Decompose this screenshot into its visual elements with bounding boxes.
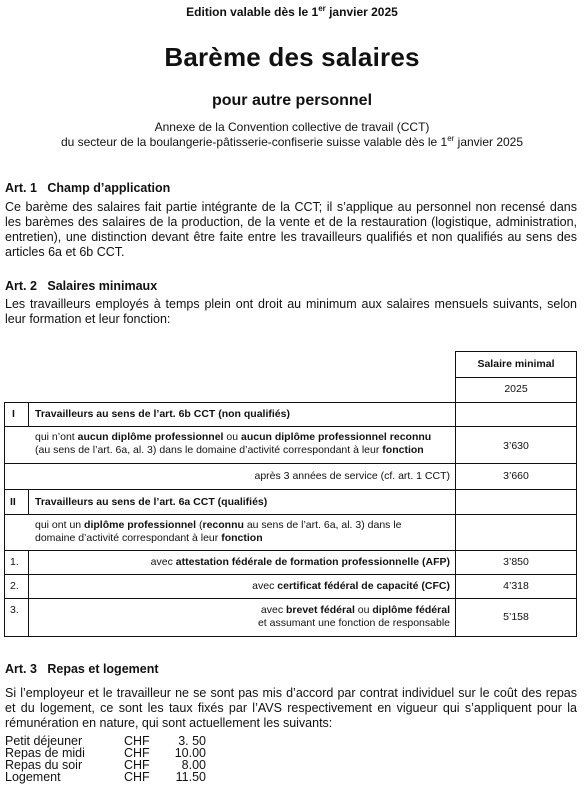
annex-line-2-text: du secteur de la boulangerie-pâtisserie-confiserie suisse valable dès le 1 xyxy=(60,135,448,149)
art2-heading: Art. 2 Salaires minimaux xyxy=(5,279,158,293)
art1-text: Ce barème des salaires fait partie intégrante de la CCT; il s’applique au personnel non recensé dans les barèmes des salaires de la production, de la vente et de la restauration (logistique, administration, entretien), une distinction devant être faite entre les travailleurs qualifiés et non qualifiés au sens des articles 6a et 6b CCT. xyxy=(5,200,577,259)
section-1-row-2-text: après 3 années de service (cf. art. 1 CCT) xyxy=(254,470,450,482)
s2-r3-mid: ou xyxy=(354,604,373,616)
s1-r1-b: aucun diplôme professionnel xyxy=(77,431,224,443)
annex-line-1: Annexe de la Convention collective de travail (CCT) xyxy=(154,120,430,134)
meal-label: Repas du soir xyxy=(5,758,83,772)
section-2-row-3-num: 3. xyxy=(10,604,19,616)
section-2-row-1-value: 3’850 xyxy=(503,556,529,568)
s2-r3-line2: et assumant une fonction de responsable xyxy=(257,617,450,629)
s2-r3-pre: avec xyxy=(260,604,286,616)
section-1-title: Travailleurs au sens de l’art. 6b CCT (non qualifiés) xyxy=(35,408,290,420)
meal-currency: CHF xyxy=(124,746,150,760)
s2-r2-pre: avec xyxy=(252,580,278,592)
annex-line-2-sup: er xyxy=(447,134,455,143)
s1-r1-e: (au sens de l’art. 6a, al. 3) dans le domaine d’activité correspondant à leur xyxy=(35,444,383,456)
section-1-row-1-text xyxy=(35,431,453,457)
edition-suffix: janvier 2025 xyxy=(325,5,398,19)
section-1-num: I xyxy=(12,408,15,420)
meal-label: Petit déjeuner xyxy=(5,734,83,748)
s2-intro-g: fonction xyxy=(221,532,263,544)
section-2-intro xyxy=(35,519,453,545)
s2-intro-b: diplôme professionnel xyxy=(84,519,197,531)
meal-value: 10.00 xyxy=(174,746,206,760)
s2-intro-d: reconnu xyxy=(202,519,244,531)
section-1-row-2-value: 3’660 xyxy=(503,470,529,482)
section-2-title: Travailleurs au sens de l’art. 6a CCT (qualifiés) xyxy=(35,496,268,508)
section-2-row-2-value: 4’318 xyxy=(503,580,529,592)
meal-value: 3. 50 xyxy=(178,734,206,748)
s2-intro-c: ( xyxy=(196,519,203,531)
edition-sup: er xyxy=(318,4,326,13)
s2-r1-bold: attestation fédérale de formation professionnelle (AFP) xyxy=(175,556,450,568)
meal-label: Repas de midi xyxy=(5,746,85,760)
art3-heading: Art. 3 Repas et logement xyxy=(5,662,159,676)
section-2-row-2-num: 2. xyxy=(10,580,19,592)
s1-r1-f: fonction xyxy=(382,444,424,456)
art3-text: Si l’employeur et le travailleur ne se sont pas mis d’accord par contrat individuel sur le coût des repas et du logement, ce sont les taux fixés par l’AVS respectivement en vigueur qui s’appliquent pour la rémunération en nature, qui sont actuellement les suivants: xyxy=(5,686,577,730)
page-title: Barème des salaires xyxy=(164,42,420,72)
art1-heading: Art. 1 Champ d’application xyxy=(5,181,171,195)
page-subtitle: pour autre personnel xyxy=(211,92,373,109)
section-2-row-1-num: 1. xyxy=(10,556,19,568)
s2-intro-a: qui ont un xyxy=(35,519,85,531)
table-col-header: Salaire minimal xyxy=(477,358,555,370)
meal-currency: CHF xyxy=(124,734,150,748)
section-2-row-1-text xyxy=(30,556,450,569)
table-year: 2025 xyxy=(504,383,528,395)
s1-r1-d: aucun diplôme professionnel reconnu xyxy=(241,431,432,443)
s2-r1-pre: avec xyxy=(150,556,176,568)
s2-r3-bold: brevet fédéral xyxy=(286,604,355,616)
edition-notice xyxy=(0,4,584,19)
edition-text: Edition valable dès le 1 xyxy=(186,5,319,19)
meal-value: 8.00 xyxy=(181,758,206,772)
section-2-num: II xyxy=(10,496,16,508)
meal-currency: CHF xyxy=(124,758,150,772)
s1-r1-a: qui n’ont xyxy=(35,431,78,443)
annex-line-2-suffix: janvier 2025 xyxy=(454,135,524,149)
s2-intro-e: au sens de l’art. 6a, al. 3) dans le xyxy=(243,519,402,531)
s2-r3-bold2: diplôme fédéral xyxy=(372,604,450,616)
art2-text: Les travailleurs employés à temps plein ont droit au minimum aux salaires mensuels suivants, selon leur formation et leur fonction: xyxy=(5,297,577,326)
s2-r2-bold: certificat fédéral de capacité (CFC) xyxy=(277,580,450,592)
meal-value: 11.50 xyxy=(175,770,206,784)
s1-r1-c: ou xyxy=(223,431,241,443)
meal-currency: CHF xyxy=(124,770,150,784)
section-2-row-3-text xyxy=(30,604,450,630)
annex-line-2 xyxy=(0,134,584,149)
section-1-row-1-value: 3’630 xyxy=(503,440,529,452)
meal-label: Logement xyxy=(5,770,61,784)
s2-intro-f: domaine d’activité correspondant à leur xyxy=(35,532,222,544)
section-2-row-3-value: 5’158 xyxy=(503,611,529,623)
section-2-row-2-text xyxy=(30,580,450,593)
